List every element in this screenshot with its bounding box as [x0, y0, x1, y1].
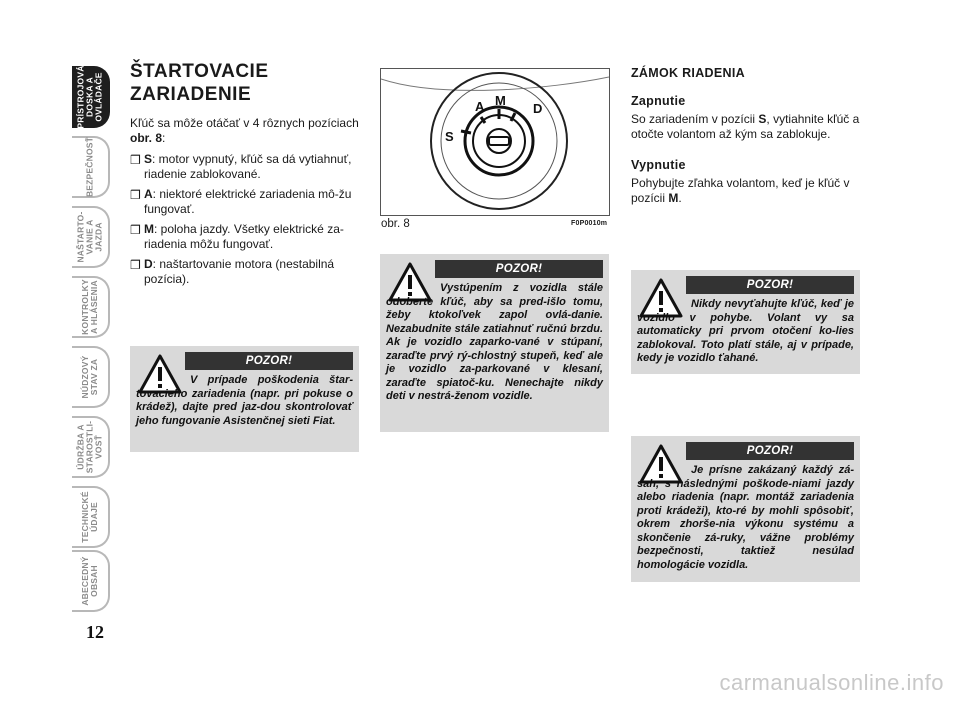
- ignition-switch-illustration: [381, 69, 609, 215]
- tab-label: NAŠTARTO- VANIE A JAZDA: [75, 211, 104, 263]
- position-key: A: [144, 187, 153, 201]
- position-text: : poloha jazdy. Všetky elektrické za-riadenia môžu fungovať.: [144, 222, 344, 251]
- intro-colon: :: [162, 131, 166, 145]
- warning-box-ignition-damage: [130, 346, 359, 452]
- list-item: [130, 222, 360, 252]
- chapter-sidebar: [0, 0, 120, 706]
- tab-label: KONTROLKY A HLÁSENIA: [80, 279, 99, 335]
- position-text: : motor vypnutý, kľúč sa dá vytiahnuť, riadenie zablokované.: [144, 152, 352, 181]
- tab-label: PRÍSTROJOVÁ DOSKA A OVLÁDAČE: [75, 65, 104, 129]
- ignition-switch-figure: [380, 68, 610, 216]
- warning-box-key-in-motion: [631, 270, 860, 374]
- warning-text: V prípade poškodenia štar-tovacieho zariadenia (napr. pri pokuse o krádež), dajte pred jaz-dou skontrolovať jeho fungovanie Asistenčnej sieti Fiat.: [136, 374, 353, 427]
- position-key: M: [668, 191, 679, 205]
- release-text-b: .: [678, 191, 682, 205]
- warning-header: POZOR!: [686, 276, 854, 294]
- figure-label-d: D: [533, 101, 543, 116]
- list-item: [130, 187, 360, 217]
- engage-text-a: So zariadením v pozícii: [631, 112, 759, 126]
- tab-technicke-udaje[interactable]: [72, 486, 110, 548]
- engage-subheading: Zapnutie: [631, 94, 686, 108]
- section-title: ŠTARTOVACIE ZARIADENIE: [130, 61, 269, 105]
- tab-label: BEZPEČNOSŤ: [84, 136, 95, 198]
- tab-label: ABECEDNÝ OBSAH: [80, 556, 99, 606]
- tab-kontrolky[interactable]: [72, 276, 110, 338]
- tab-label: NÚDZOVÝ STAV ZA: [80, 355, 99, 399]
- figure-label-a: A: [475, 99, 485, 114]
- tab-nastartovanie[interactable]: [72, 206, 110, 268]
- release-subheading: Vypnutie: [631, 158, 686, 172]
- list-item: [130, 152, 360, 182]
- page-number: 12: [86, 622, 104, 642]
- checkbox-bullet-icon: ❒: [130, 153, 141, 167]
- warning-text: Nikdy nevyťahujte kľúč, keď je vozidlo v pohybe. Volant vy sa automaticky pri prvom otočení ko-lies zablokoval. Toto platí stále, aj v prípade, kedy je vozidlo ťahané.: [637, 298, 854, 364]
- engage-text-b: , vytiahnite kľúč a otočte volantom až kým sa zablokuje.: [631, 112, 860, 141]
- figure-caption: obr. 8: [381, 218, 410, 230]
- figure-code: F0P0010m: [571, 220, 608, 227]
- release-paragraph: [631, 176, 863, 206]
- figure-label-s: S: [445, 129, 454, 144]
- position-text: : niektoré elektrické zariadenia mô-žu fungovať.: [144, 187, 352, 216]
- tab-udrzba[interactable]: [72, 416, 110, 478]
- position-key: S: [144, 152, 153, 166]
- warning-header: POZOR!: [686, 442, 854, 460]
- figure-label-m: M: [495, 93, 506, 108]
- ignition-section: [130, 60, 360, 292]
- engage-paragraph: [631, 112, 863, 142]
- steering-lock-section: [631, 66, 863, 222]
- warning-header: POZOR!: [435, 260, 603, 278]
- tab-bezpecnost[interactable]: [72, 136, 110, 198]
- checkbox-bullet-icon: ❒: [130, 223, 141, 237]
- position-key: M: [144, 222, 154, 236]
- checkbox-bullet-icon: ❒: [130, 258, 141, 272]
- warning-text: Je prísne zakázaný každý zá-sah, s následnými poškode-niami jazdy alebo riadenia (napr. montáž zariadenia proti krádeži), kto-ré by mohli spôsobiť, okrem zhorše-nia výkonu systému a skončenie zá-ruky, vážne problémy bezpečnosti, taktiež nesúlad homologácie vozidla.: [637, 464, 854, 571]
- intro-text: Kľúč sa môže otáčať v 4 rôznych pozíciach: [130, 116, 359, 130]
- position-key: S: [758, 112, 767, 126]
- warning-box-tampering: [631, 436, 860, 582]
- tab-label: ÚDRŽBA A STAROSTLI- VOSŤ: [75, 420, 104, 474]
- release-text-a: Pohybujte zľahka volantom, keď je kľúč v pozícii: [631, 176, 850, 205]
- tab-abecedny-obsah[interactable]: [72, 550, 110, 612]
- warning-box-leaving-vehicle: [380, 254, 609, 432]
- intro-paragraph: [130, 116, 360, 146]
- tab-nudzovy-stav[interactable]: [72, 346, 110, 408]
- checkbox-bullet-icon: ❒: [130, 188, 141, 202]
- tab-pristrojova-doska[interactable]: [72, 66, 110, 128]
- tab-label: TECHNICKÉ ÚDAJE: [80, 491, 99, 543]
- watermark: carmanualsonline.info: [719, 670, 944, 695]
- warning-text: Vystúpením z vozidla stále odoberte kľúč, aby sa pred-išlo tomu, žeby ktokoľvek zapol ovlá-danie. Nezabudnite stále zatiahnuť ručnú brzdu. Ak je vozidlo zaparko-vané v stúpaní, zaraďte prvý rý-chlostný stupeň, keď ale je vozidlo za-parkované v klesaní, zaraďte spiatoč-ku. Nenechajte nikdy deti v nestrá-ženom vozidle.: [386, 282, 603, 402]
- position-list: [130, 152, 360, 287]
- position-text: : naštartovanie motora (nestabilná pozícia).: [144, 257, 335, 286]
- position-key: D: [144, 257, 153, 271]
- figure-reference[interactable]: obr. 8: [130, 131, 163, 145]
- list-item: [130, 257, 360, 287]
- steering-lock-heading: ZÁMOK RIADENIA: [631, 66, 745, 80]
- warning-header: POZOR!: [185, 352, 353, 370]
